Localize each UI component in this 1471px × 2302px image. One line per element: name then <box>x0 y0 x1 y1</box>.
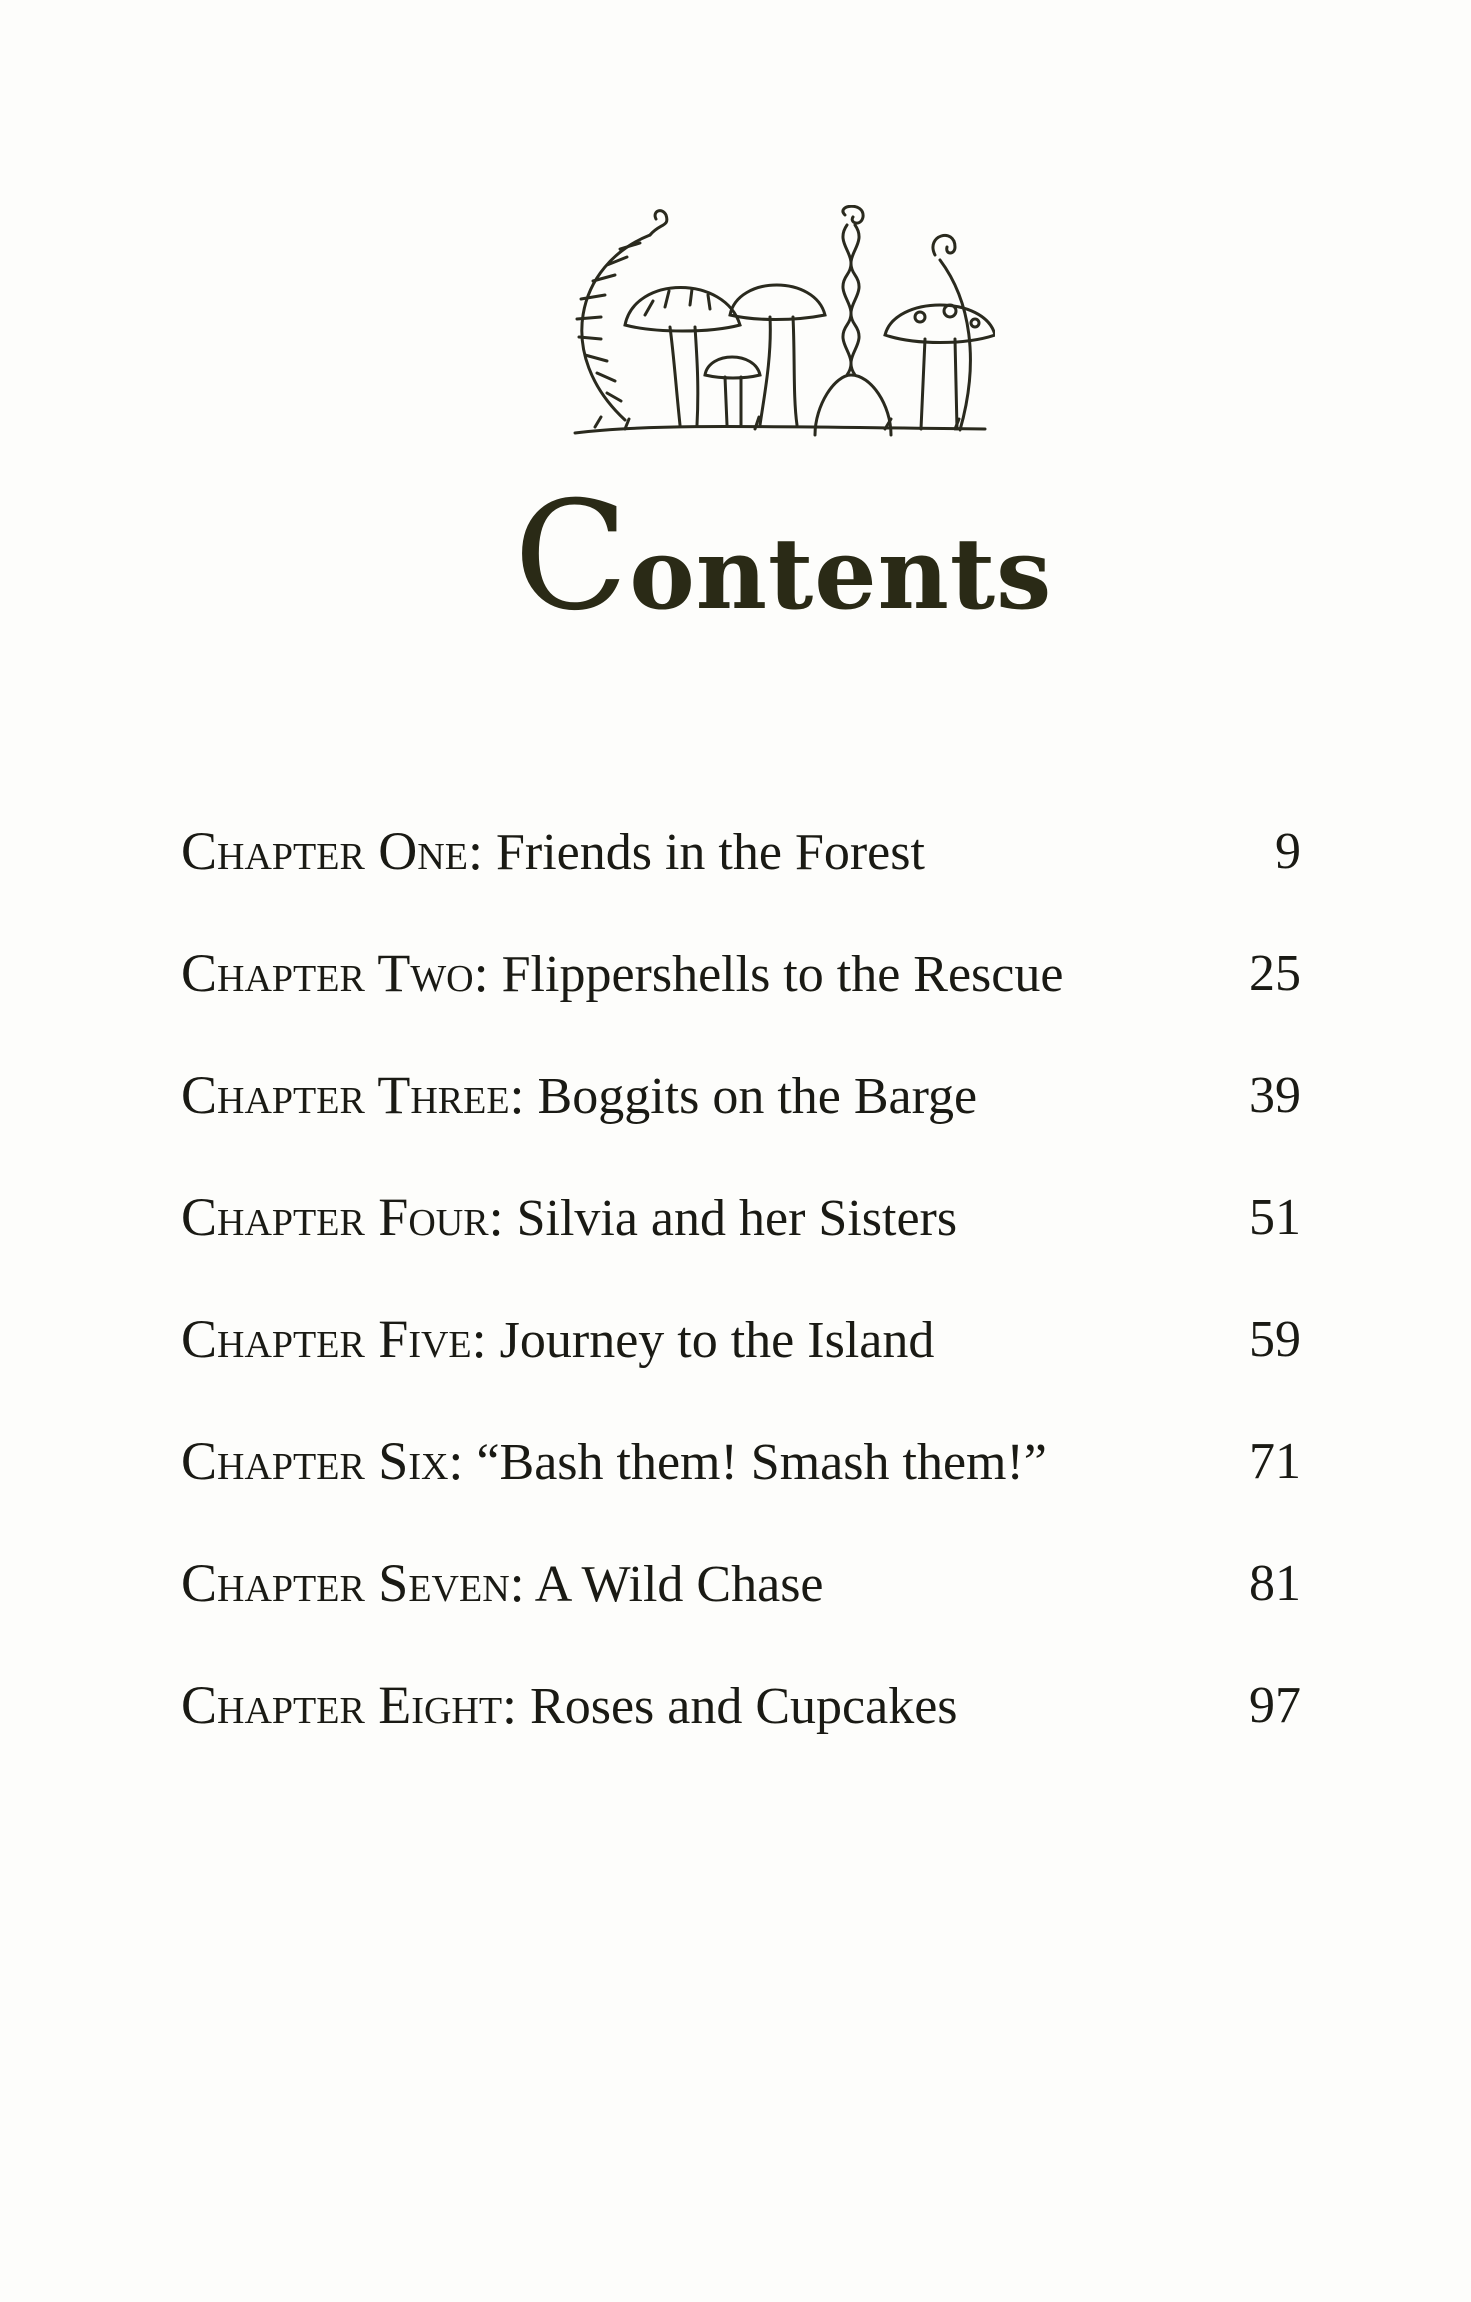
toc-entry[interactable] <box>181 790 1301 912</box>
toc-entry-text <box>181 1064 977 1126</box>
page-number: 59 <box>1249 1310 1301 1368</box>
chapter-label: Chapter Seven: <box>181 1553 525 1613</box>
mushrooms-and-ferns-illustration <box>555 205 995 445</box>
toc-entry-text <box>181 1186 957 1248</box>
toc-entry-text <box>181 820 925 882</box>
table-of-contents <box>181 790 1301 1766</box>
toc-entry-text <box>181 1552 824 1614</box>
chapter-label: Chapter Two: <box>181 943 489 1003</box>
chapter-title: Flippershells to the Rescue <box>501 946 1064 1003</box>
toc-entry-text <box>181 1674 958 1736</box>
chapter-label: Chapter One: <box>181 821 483 881</box>
page-number: 81 <box>1249 1554 1301 1612</box>
chapter-title: “Bash them! Smash them!” <box>476 1434 1047 1491</box>
chapter-label: Chapter Four: <box>181 1187 504 1247</box>
chapter-label: Chapter Five: <box>181 1309 487 1369</box>
chapter-title: Friends in the Forest <box>495 824 925 881</box>
page-title-rest: ontents <box>629 517 1053 632</box>
toc-entry[interactable] <box>181 1400 1301 1522</box>
page-number: 39 <box>1249 1066 1301 1124</box>
page-title-initial: C <box>513 470 630 644</box>
chapter-title: Boggits on the Barge <box>537 1068 978 1125</box>
page-number: 9 <box>1275 822 1301 880</box>
page-number: 25 <box>1249 944 1301 1002</box>
toc-entry[interactable] <box>181 1034 1301 1156</box>
toc-entry[interactable] <box>181 1644 1301 1766</box>
chapter-title: A Wild Chase <box>534 1556 824 1613</box>
page-title <box>0 470 1471 644</box>
toc-entry-text <box>181 1430 1047 1492</box>
chapter-title: Roses and Cupcakes <box>530 1678 958 1735</box>
toc-entry[interactable] <box>181 912 1301 1034</box>
toc-entry[interactable] <box>181 1278 1301 1400</box>
toc-entry[interactable] <box>181 1156 1301 1278</box>
page-number: 51 <box>1249 1188 1301 1246</box>
chapter-label: Chapter Eight: <box>181 1675 518 1735</box>
chapter-label: Chapter Three: <box>181 1065 525 1125</box>
toc-entry[interactable] <box>181 1522 1301 1644</box>
chapter-title: Silvia and her Sisters <box>516 1190 958 1247</box>
page-number: 97 <box>1249 1676 1301 1734</box>
toc-entry-text <box>181 1308 934 1370</box>
chapter-label: Chapter Six: <box>181 1431 464 1491</box>
toc-entry-text <box>181 942 1063 1004</box>
page-number: 71 <box>1249 1432 1301 1490</box>
chapter-title: Journey to the Island <box>499 1312 935 1369</box>
